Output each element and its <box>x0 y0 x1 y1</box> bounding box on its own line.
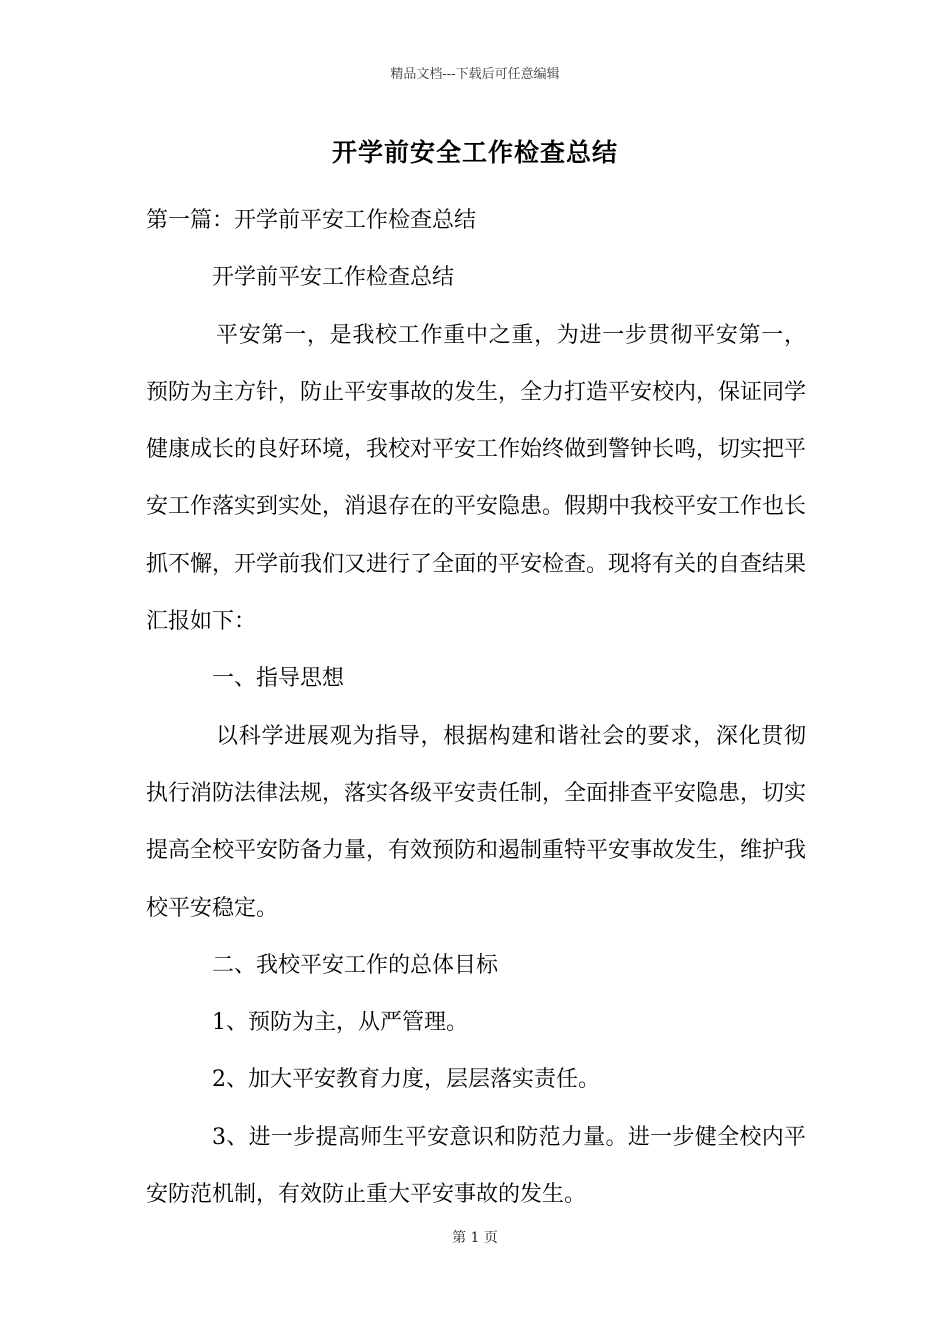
list-item: 1、预防为主，从严管理。 <box>212 1010 468 1036</box>
document-body <box>146 192 806 1223</box>
page-header: 精品文档---下载后可任意编辑 <box>390 67 560 82</box>
body-paragraph: 以科学进展观为指导，根据构建和谐社会的要求，深化贯彻执行消防法律法规，落实各级平安责任制，全面排查平安隐患，切实提高全校平安防备力量，有效预防和遏制重特平安事故发生，维护我校平安稳定。 <box>146 723 807 921</box>
page-number: 第 1 页 <box>452 1230 498 1246</box>
subsection-heading: 开学前平安工作检查总结 <box>212 265 455 291</box>
list-heading: 一、指导思想 <box>212 666 345 692</box>
list-heading: 二、我校平安工作的总体目标 <box>212 952 499 978</box>
section-heading: 第一篇：开学前平安工作检查总结 <box>146 208 477 233</box>
list-item: 2、加大平安教育力度，层层落实责任。 <box>212 1067 600 1093</box>
body-paragraph: 平安第一，是我校工作重中之重，为进一步贯彻平安第一，预防为主方针，防止平安事故的发生，全力打造平安校内，保证同学健康成长的良好环境，我校对平安工作始终做到警钟长鸣，切实把平安工作落实到实处，消退存在的平安隐患。假期中我校平安工作也长抓不懈，开学前我们又进行了全面的平安检查。现将有关的自查结果汇报如下： <box>146 322 807 635</box>
document-title: 开学前安全工作检查总结 <box>331 138 618 167</box>
list-item: 3、进一步提高师生平安意识和防范力量。进一步健全校内平安防范机制，有效防止重大平安事故的发生。 <box>146 1124 806 1208</box>
